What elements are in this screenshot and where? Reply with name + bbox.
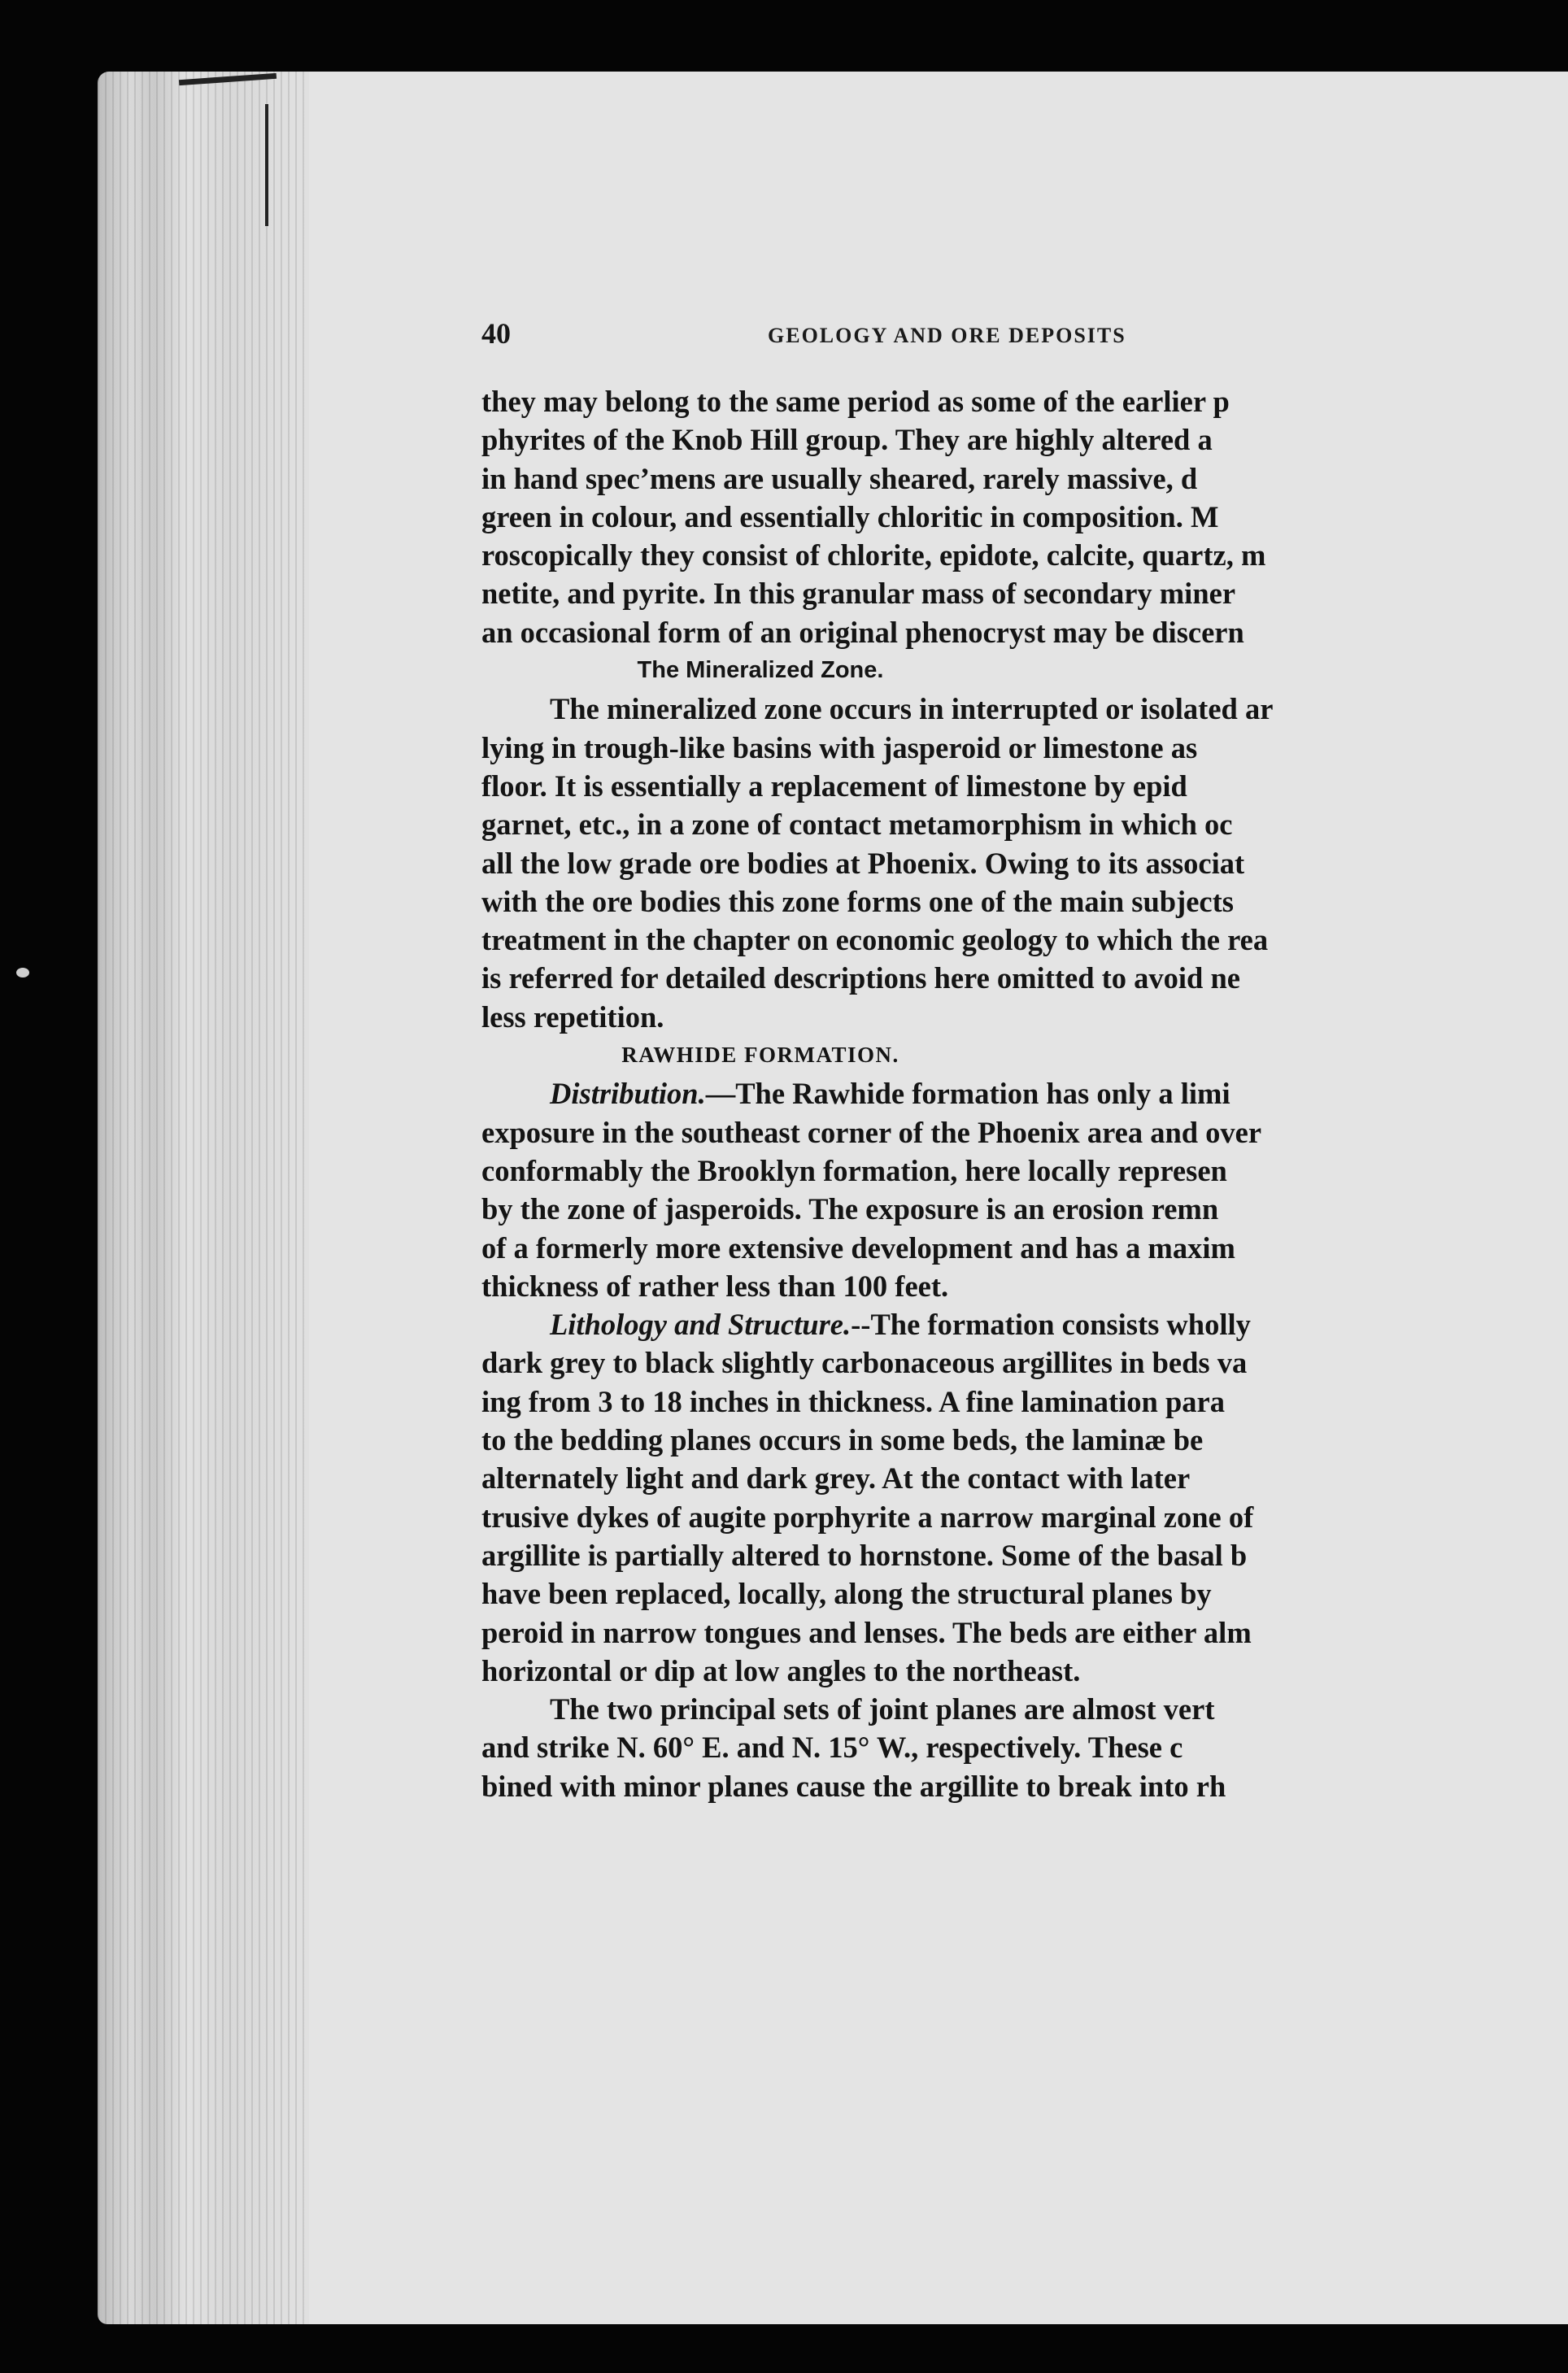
text-line: dark grey to black slightly carbonaceous argillites in beds va [481,1346,1248,1380]
text-line: treatment in the chapter on economic geology to which the rea [481,923,1269,957]
text-line: conformably the Brooklyn formation, here locally represen [481,1153,1227,1187]
paragraph-first-line [481,1305,1568,1343]
text-line: horizontal or dip at low angles to the northeast. [481,1653,1081,1687]
run-in-heading: Lithology and Structure. [550,1308,852,1342]
text-line: in hand spec’mens are usually sheared, rarely massive, d [481,461,1198,495]
text-line: netite, and pyrite. In this granular mass of secondary miner [481,577,1236,611]
text-line: of a formerly more extensive development and has a maxim [481,1230,1235,1265]
section-heading: The Mineralized Zone. [637,657,884,684]
running-title: GEOLOGY AND ORE DEPOSITS [768,324,1126,347]
text-line: argillite is partially altered to hornstone. Some of the basal b [481,1538,1248,1572]
text-line: peroid in narrow tongues and lenses. The beds are either alm [481,1615,1252,1649]
binding-mark [265,104,268,226]
text-line: garnet, etc., in a zone of contact metamorphism in which oc [481,808,1233,842]
text-line: lying in trough-like basins with jasperoid or limestone as [481,730,1198,764]
section-heading: RAWHIDE FORMATION. [621,1043,899,1068]
page-body [481,382,1568,1805]
text-line: green in colour, and essentially chloritic in composition. M [481,499,1219,533]
text-line: have been replaced, locally, along the structural planes by [481,1577,1212,1611]
page-number: 40 [481,317,511,350]
text-line: exposure in the southeast corner of the Phoenix area and over [481,1115,1262,1149]
text-line: --The formation consists wholly [851,1308,1251,1342]
text-line: with the ore bodies this zone forms one of the main subjects [481,884,1234,918]
text-line: roscopically they consist of chlorite, epidote, calcite, quartz, m [481,538,1266,573]
text-line: an occasional form of an original phenocryst may be discern [481,615,1244,649]
text-line: thickness of rather less than 100 feet. [481,1269,949,1303]
text-line: ing from 3 to 18 inches in thickness. A fine lamination para [481,1384,1225,1418]
paragraph-first-line: The two principal sets of joint planes are almost vert [550,1692,1215,1726]
text-line: by the zone of jasperoids. The exposure is an erosion remn [481,1192,1219,1226]
text-line: floor. It is essentially a replacement of limestone by epid [481,769,1187,803]
running-head [481,316,1568,365]
page-edges [98,72,309,2324]
text-line: trusive dykes of augite porphyrite a narrow marginal zone of [481,1500,1254,1534]
text-line: bined with minor planes cause the argillite to break into rh [481,1769,1226,1803]
text-line: less repetition. [481,999,664,1034]
text-line: phyrites of the Knob Hill group. They are highly altered a [481,423,1213,457]
text-line: —The Rawhide formation has only a limi [705,1077,1230,1111]
paragraph-first-line: The mineralized zone occurs in interrupted or isolated ar [550,692,1274,726]
text-line: all the low grade ore bodies at Phoenix. Owing to its associat [481,846,1245,880]
paragraph-first-line [481,1074,1568,1112]
run-in-heading: Distribution. [550,1077,706,1111]
text-line: is referred for detailed descriptions here omitted to avoid ne [481,961,1240,995]
text-line: alternately light and dark grey. At the contact with later [481,1461,1191,1496]
scan-speck [16,968,29,978]
text-line: and strike N. 60° E. and N. 15° W., respectively. These c [481,1731,1183,1765]
text-line: they may belong to the same period as some of the earlier p [481,385,1230,418]
text-line: to the bedding planes occurs in some beds, the laminæ be [481,1423,1204,1457]
